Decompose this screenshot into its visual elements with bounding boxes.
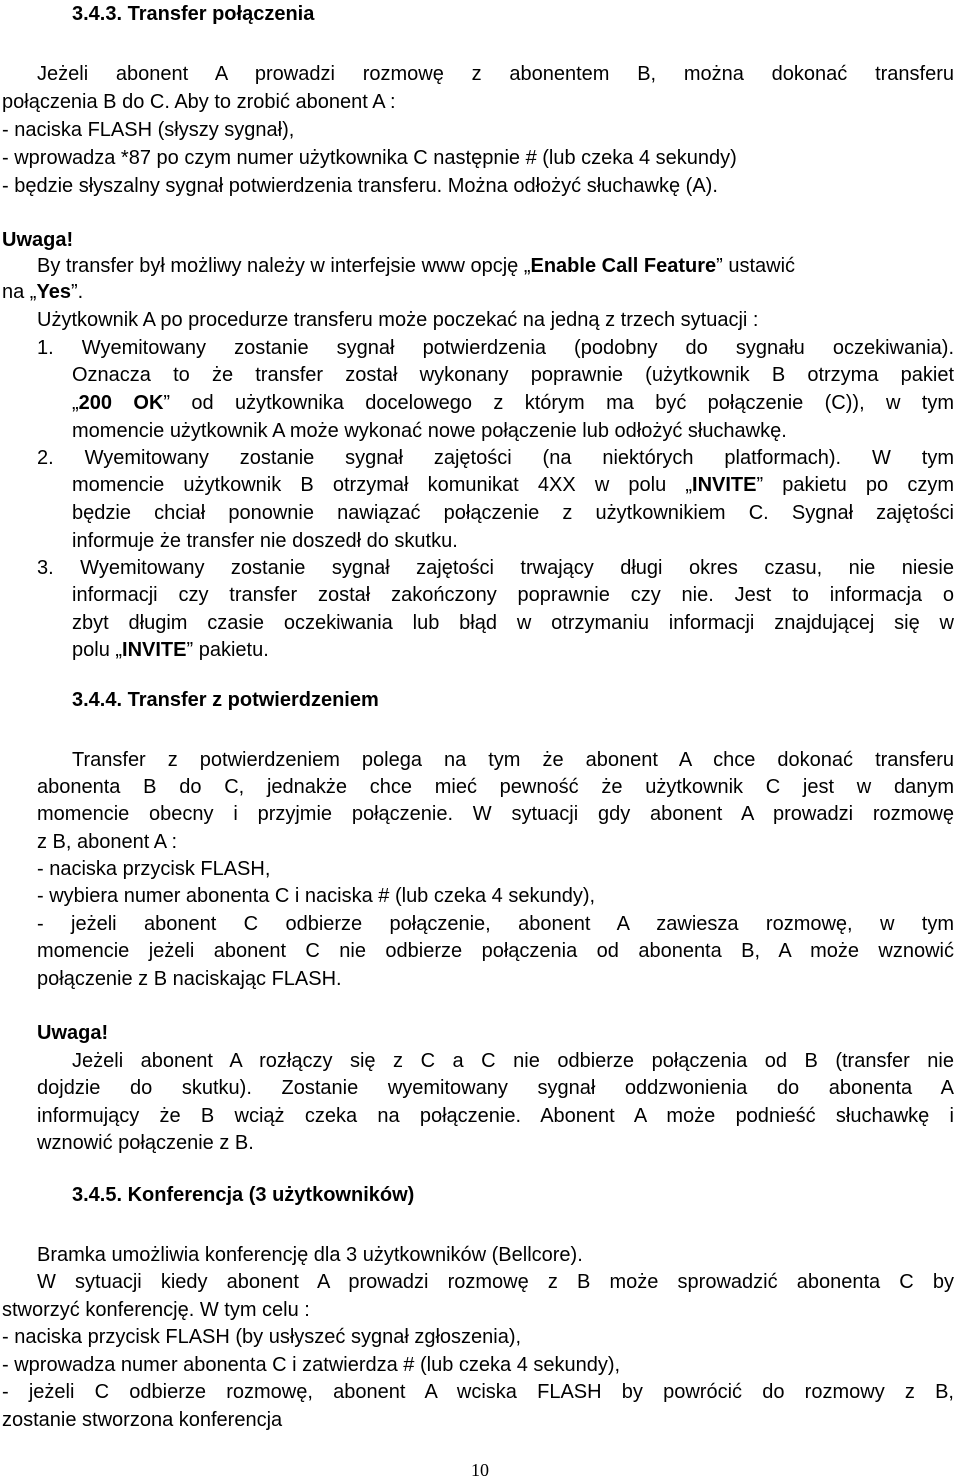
paragraph-line: momencie jeżeli abonent C nie odbierze połączenia od abonenta B, A może wznowić <box>37 940 954 962</box>
paragraph-line: Transfer z potwierdzeniem polega na tym że abonent A chce dokonać transferu <box>72 749 954 771</box>
paragraph-line: informujący że B wciąż czeka na połączenie. Abonent A może podnieść słuchawkę i <box>37 1105 954 1127</box>
section-heading-3-4-5: 3.4.5. Konferencja (3 użytkowników) <box>72 1184 415 1206</box>
paragraph-line: - będzie słyszalny sygnał potwierdzenia transferu. Można odłożyć słuchawkę (A). <box>2 175 718 197</box>
paragraph-line: - wprowadza *87 po czym numer użytkownika C następnie # (lub czeka 4 sekundy) <box>2 147 737 169</box>
paragraph-line: - wprowadza numer abonenta C i zatwierdza # (lub czeka 4 sekundy), <box>2 1354 621 1376</box>
paragraph-line: Użytkownik A po procedurze transferu może poczekać na jedną z trzech sytuacji : <box>37 309 759 331</box>
section-heading-3-4-4: 3.4.4. Transfer z potwierdzeniem <box>72 689 379 711</box>
note-label: Uwaga! <box>2 229 74 251</box>
list-item-line: momencie użytkownik B otrzymał komunikat 4XX w polu „INVITE” pakietu po czym <box>72 474 954 496</box>
paragraph-line: połączenie z B naciskając FLASH. <box>37 968 342 990</box>
paragraph-line: momencie obecny i przyjmie połączenie. W sytuacji gdy abonent A prowadzi rozmowę <box>37 803 954 825</box>
paragraph-line: W sytuacji kiedy abonent A prowadzi rozmowę z B może sprowadzić abonenta C by <box>37 1271 954 1293</box>
list-item-line: polu „INVITE” pakietu. <box>72 639 269 661</box>
list-item: 2. Wyemitowany zostanie sygnał zajętości (na niektórych platformach). W tym <box>37 447 954 469</box>
paragraph-line: - naciska przycisk FLASH, <box>37 858 271 880</box>
list-item-line: „200 OK” od użytkownika docelowego z którym ma być połączenie (C)), w tym <box>72 392 954 414</box>
note-label: Uwaga! <box>37 1022 109 1044</box>
paragraph-line: - jeżeli C odbierze rozmowę, abonent A wciska FLASH by powrócić do rozmowy z B, <box>2 1381 954 1403</box>
paragraph-line: By transfer był możliwy należy w interfejsie www opcję „Enable Call Feature” ustawić <box>37 255 796 277</box>
paragraph-line: wznowić połączenie z B. <box>37 1132 254 1154</box>
paragraph-line: - wybiera numer abonenta C i naciska # (lub czeka 4 sekundy), <box>37 885 596 907</box>
paragraph-line: Bramka umożliwia konferencję dla 3 użytkowników (Bellcore). <box>37 1244 583 1266</box>
paragraph-line: połączenia B do C. Aby to zrobić abonent A : <box>2 91 396 113</box>
paragraph-line: z B, abonent A : <box>37 831 178 853</box>
paragraph-line: stworzyć konferencję. W tym celu : <box>2 1299 310 1321</box>
paragraph-line: dojdzie do skutku). Zostanie wyemitowany sygnał oddzwonienia do abonenta A <box>37 1077 954 1099</box>
paragraph-line: Jeżeli abonent A rozłączy się z C a C nie odbierze połączenia od B (transfer nie <box>72 1050 954 1072</box>
paragraph-line: Jeżeli abonent A prowadzi rozmowę z abonentem B, można dokonać transferu <box>37 63 954 85</box>
paragraph-line: - naciska przycisk FLASH (by usłyszeć sygnał zgłoszenia), <box>2 1326 522 1348</box>
paragraph-line: abonenta B do C, jednakże chce mieć pewność że użytkownik C jest w danym <box>37 776 954 798</box>
list-item-line: informuje że transfer nie doszedł do skutku. <box>72 530 458 552</box>
list-item: 3. Wyemitowany zostanie sygnał zajętości trwający długi okres czasu, nie niesie <box>37 557 954 579</box>
section-heading-3-4-3: 3.4.3. Transfer połączenia <box>72 3 315 25</box>
list-item-line: informacji czy transfer został zakończony poprawnie czy nie. Jest to informacja o <box>72 584 954 606</box>
list-item-line: Oznacza to że transfer został wykonany poprawnie (użytkownik B otrzyma pakiet <box>72 364 954 386</box>
page-number: 10 <box>471 1460 489 1480</box>
list-item-line: zbyt długim czasie oczekiwania lub błąd w otrzymaniu informacji znajdującej się w <box>72 612 954 634</box>
list-item-line: momencie użytkownik A może wykonać nowe połączenie lub odłożyć słuchawkę. <box>72 420 787 442</box>
paragraph-line: zostanie stworzona konferencja <box>2 1409 283 1431</box>
paragraph-line: na „Yes”. <box>2 281 84 303</box>
list-item-line: będzie chciał ponownie nawiązać połączenie z użytkownikiem C. Sygnał zajętości <box>72 502 954 524</box>
paragraph-line: - naciska FLASH (słyszy sygnał), <box>2 119 295 141</box>
paragraph-line: - jeżeli abonent C odbierze połączenie, abonent A zawiesza rozmowę, w tym <box>37 913 954 935</box>
list-item: 1. Wyemitowany zostanie sygnał potwierdzenia (podobny do sygnału oczekiwania). <box>37 337 954 359</box>
